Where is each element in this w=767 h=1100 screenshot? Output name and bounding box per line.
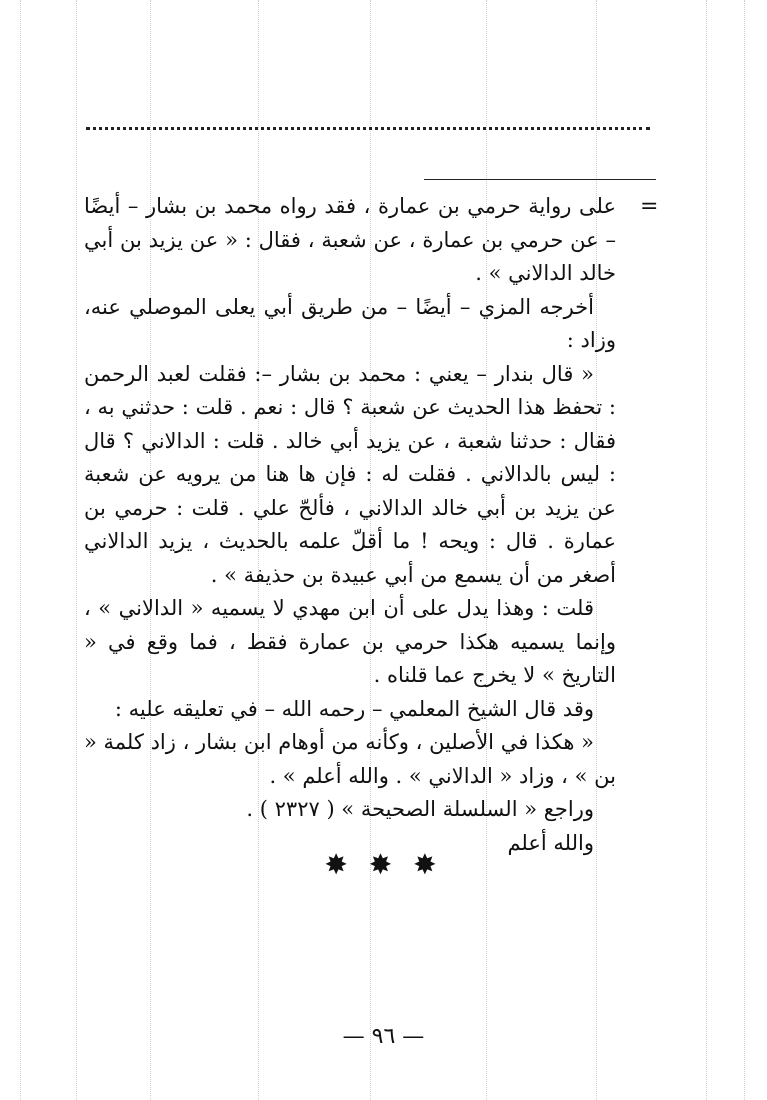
paragraph: « قال بندار – يعني : محمد بن بشار –: فقلت لعبد الرحمن : تحفظ هذا الحديث عن شعبة ؟ قال : نعم . قلت : حدثني به ، فقال : حدثنا شعبة ، عن يزيد أبي خالد . قلت : الدالاني ؟ قال : ليس بالدالاني . فقلت له : فإن ها هنا من يرويه عن شعبة عن يزيد بن أبي خالد الدالاني ، فألحّ علي . قلت : حرمي بن عمارة . قال : ويحه ! ما أقلّ علمه بالحديث ، يزيد الدالاني أصغر من أن يسمع من أبي عبيدة بن حذيفة » . bbox=[84, 361, 616, 587]
margin-guide-line bbox=[744, 0, 745, 1100]
margin-guide-line bbox=[76, 0, 77, 1100]
paragraph: والله أعلم bbox=[507, 830, 594, 855]
dotted-divider bbox=[86, 127, 650, 130]
paragraph: قلت : وهذا يدل على أن ابن مهدي لا يسميه « الدالاني » ، وإنما يسميه هكذا حرمي بن عمارة فقط ، فما وقع في « التاريخ » لا يخرج عما قلناه . bbox=[84, 596, 616, 687]
footnote-rule bbox=[424, 179, 656, 180]
margin-guide-line bbox=[706, 0, 707, 1100]
footnote-body bbox=[84, 190, 616, 860]
paragraph: وقد قال الشيخ المعلمي – رحمه الله – في تعليقه عليه : bbox=[114, 696, 594, 721]
section-separator-stars: ✸ ✸ ✸ bbox=[324, 848, 443, 881]
paragraph: « هكذا في الأصلين ، وكأنه من أوهام ابن بشار ، زاد كلمة « بن » ، وزاد « الدالاني » . والله أعلم » . bbox=[84, 730, 616, 788]
paragraph: على رواية حرمي بن عمارة ، فقد رواه محمد بن بشار – أيضًا – عن حرمي بن عمارة ، عن شعبة ، فقال : « عن يزيد بن أبي خالد الدالاني » . bbox=[84, 194, 616, 285]
margin-guide-line bbox=[20, 0, 21, 1100]
paragraph: وراجع « السلسلة الصحيحة » ( ٢٣٢٧ ) . bbox=[246, 797, 594, 821]
footnote-continuation-mark: = bbox=[640, 194, 659, 219]
page-number: — ٩٦ — bbox=[342, 1024, 425, 1049]
paragraph: أخرجه المزي – أيضًا – من طريق أبي يعلى الموصلي عنه، وزاد : bbox=[84, 294, 616, 352]
